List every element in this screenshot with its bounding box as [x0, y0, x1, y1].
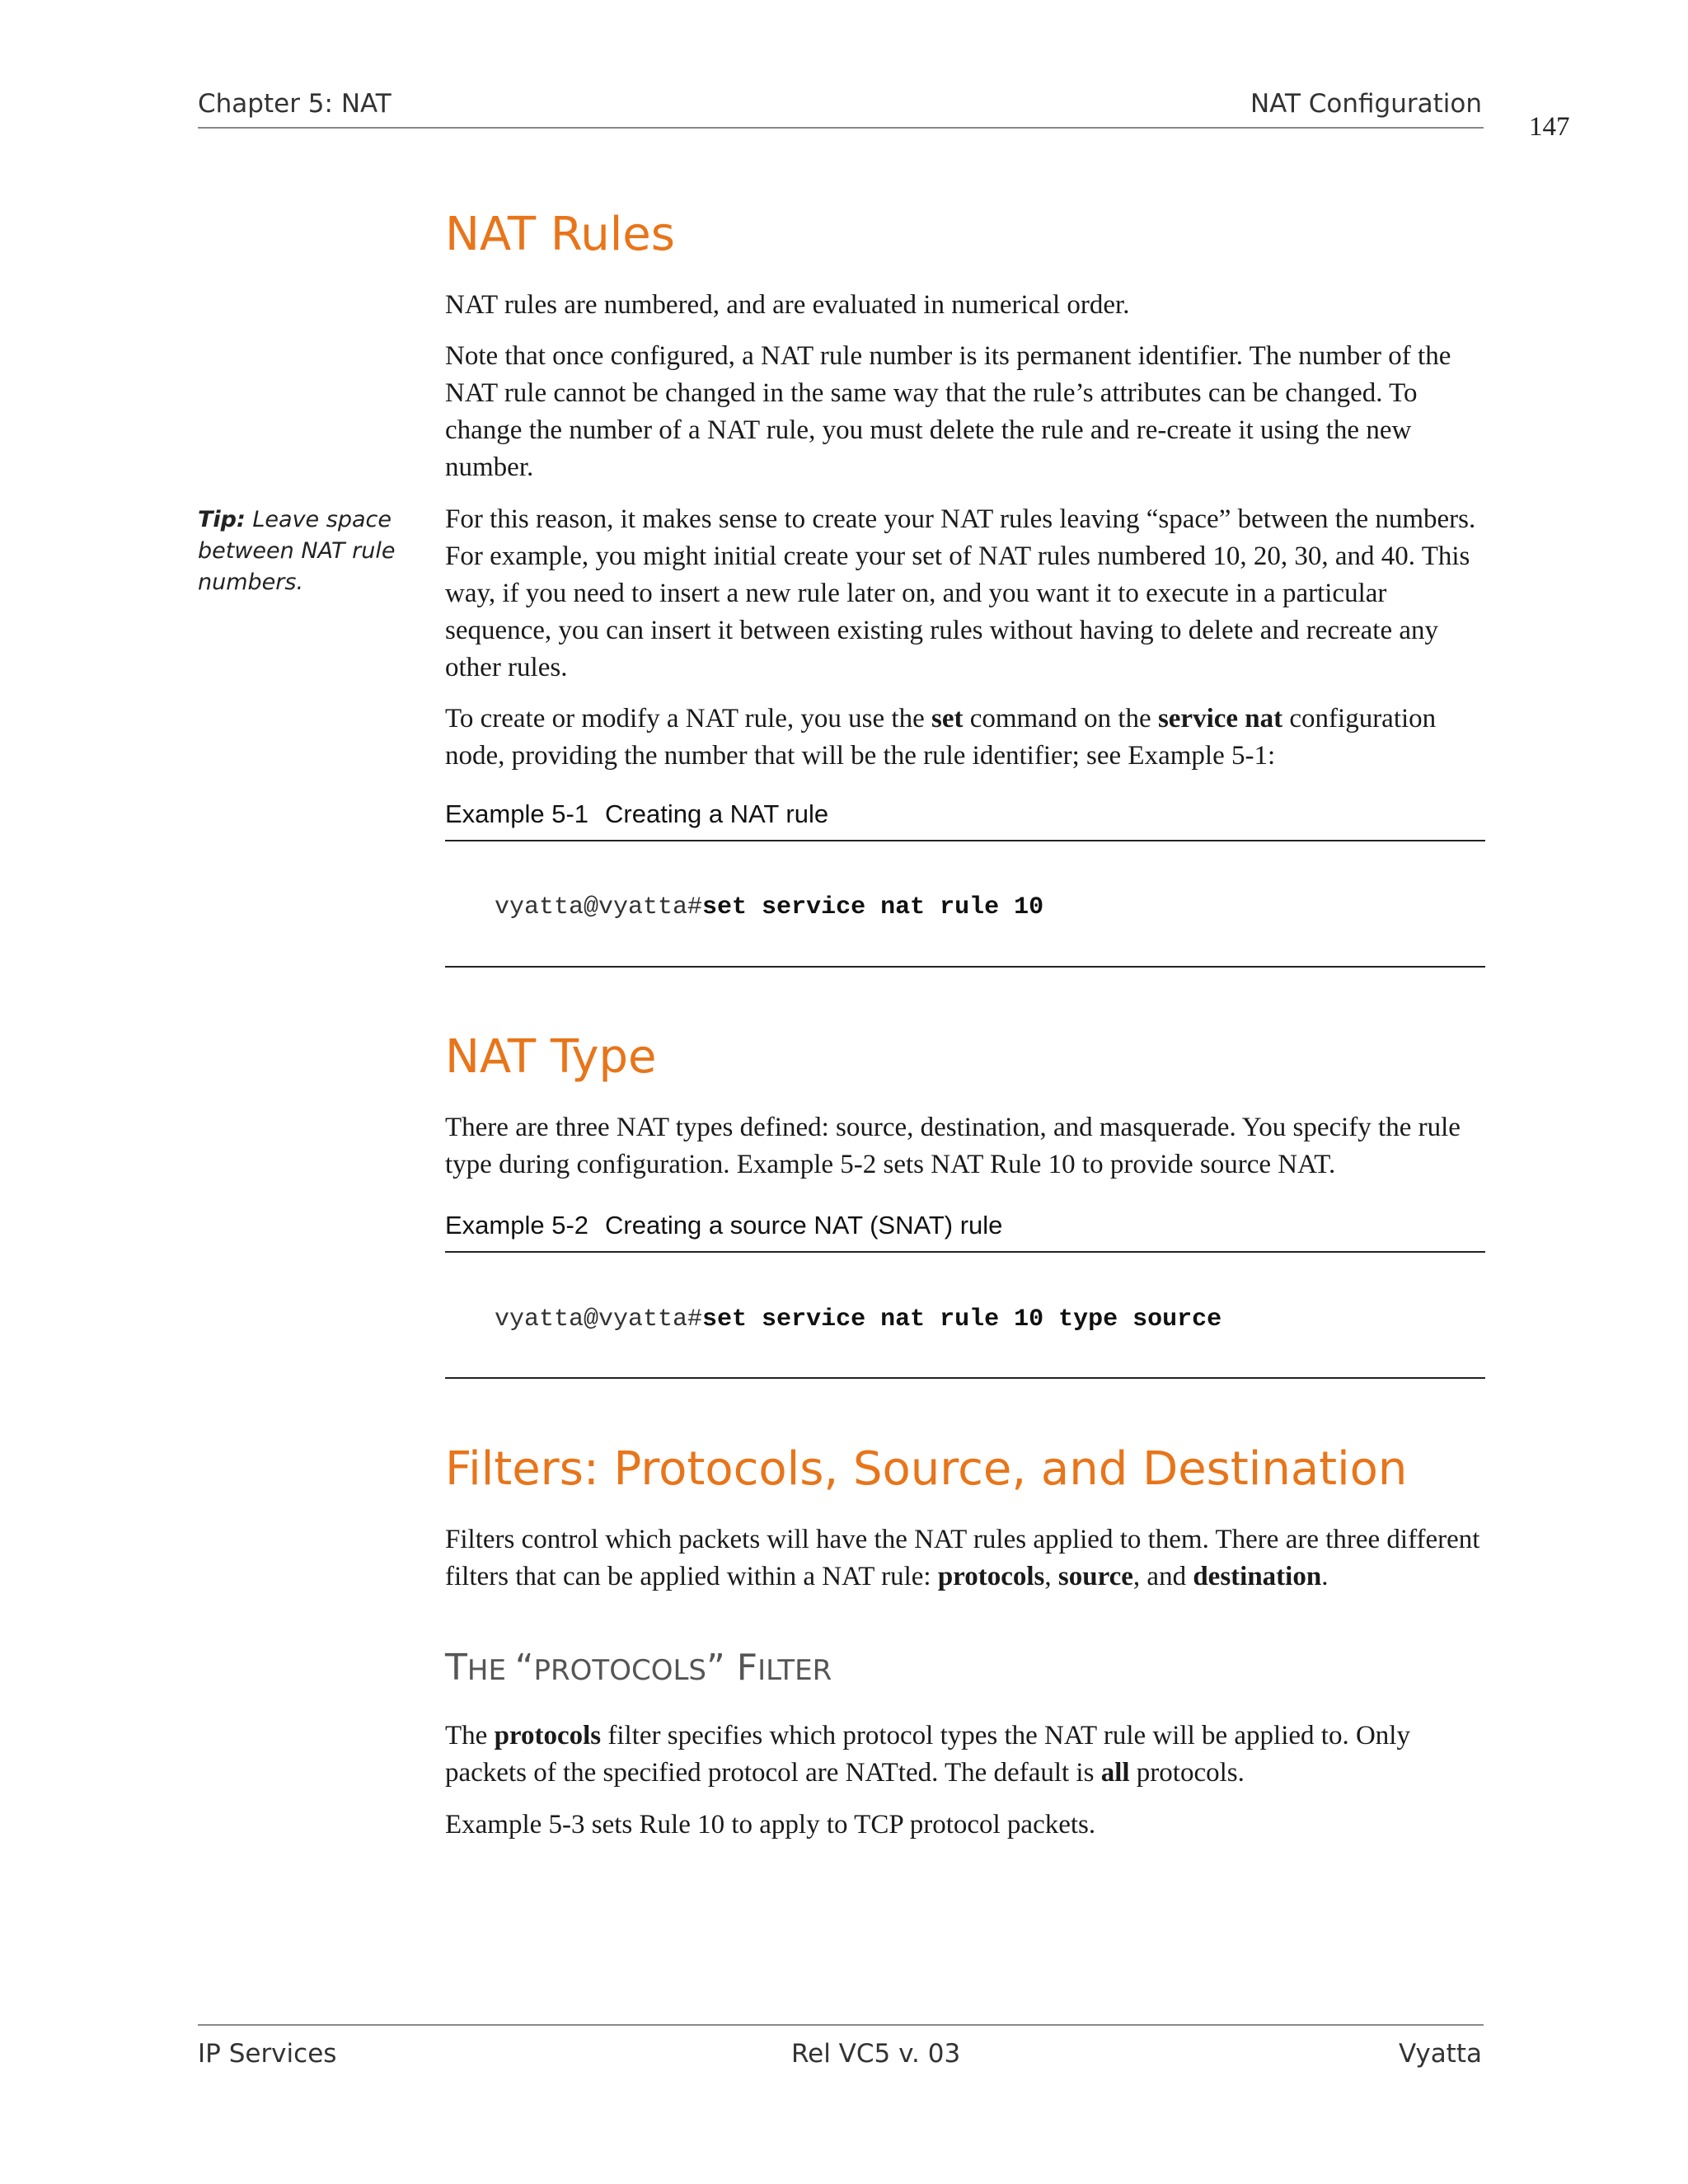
example-title: Creating a source NAT (SNAT) rule: [605, 1211, 1003, 1240]
keyword-protocols: protocols: [494, 1721, 602, 1750]
page-number: 147: [1529, 112, 1570, 142]
text-run: command on the: [963, 704, 1158, 733]
code-prompt: vyatta@vyatta#: [495, 1305, 703, 1333]
text-run: PROTOCOLS: [533, 1654, 706, 1687]
example-5-2-caption: [445, 1211, 1002, 1240]
tip-label: Tip:: [198, 507, 246, 532]
text-run: T: [445, 1647, 467, 1689]
text-run: protocols.: [1129, 1758, 1245, 1788]
header-divider: [198, 127, 1484, 129]
running-header-section: NAT Configuration: [1250, 89, 1482, 119]
keyword-protocols: protocols: [937, 1562, 1045, 1591]
text-run: The: [445, 1721, 495, 1750]
code-prompt: vyatta@vyatta#: [495, 893, 703, 921]
example-top-rule: [445, 1251, 1485, 1253]
footer-book-title: IP Services: [198, 2039, 337, 2069]
text-run: configuration node, providing the number that will be the rule identifier; see Example 5-1:: [445, 704, 1437, 771]
keyword-all: all: [1100, 1758, 1130, 1788]
heading-nat-type: NAT Type: [445, 1030, 657, 1084]
text-run: To create or modify a NAT rule, you use the: [445, 704, 931, 733]
heading-protocols-filter: [445, 1647, 832, 1689]
code-command: set service nat rule 10: [702, 893, 1044, 921]
nat-rules-paragraph-2: Note that once configured, a NAT rule number is its permanent identifier. The number of the NAT rule cannot be changed in the same way that the rule’s attributes can be changed. To change the number of a NAT rule, you must delete the rule and re-create it using the new number.: [445, 341, 1451, 482]
protocols-filter-paragraph-2: Example 5-3 sets Rule 10 to apply to TCP protocol packets.: [445, 1810, 1096, 1840]
text-run: .: [1321, 1562, 1329, 1591]
example-5-1-code: [495, 893, 1043, 921]
text-run: ”: [706, 1647, 737, 1689]
text-run: HE: [467, 1654, 515, 1687]
margin-tip: [198, 504, 404, 598]
filters-paragraph-1: [445, 1521, 1485, 1596]
example-number: Example 5-2: [445, 1211, 589, 1240]
text-run: F: [736, 1647, 758, 1689]
example-top-rule: [445, 840, 1485, 841]
example-5-2-code: [495, 1305, 1221, 1333]
heading-nat-rules: NAT Rules: [445, 208, 675, 261]
text-run: Filters control which packets will have the NAT rules applied to them. There are three different filters that can be applied within a NAT rule:: [445, 1525, 1480, 1591]
example-bottom-rule: [445, 966, 1485, 968]
example-5-1-caption: [445, 799, 828, 829]
nat-rules-paragraph-1: NAT rules are numbered, and are evaluated in numerical order.: [445, 290, 1130, 320]
keyword-service-nat: service nat: [1157, 704, 1283, 733]
footer-divider: [198, 2024, 1484, 2026]
tip-text: Leave space between NAT rule numbers.: [198, 507, 396, 595]
example-title: Creating a NAT rule: [605, 799, 829, 828]
text-run: filter specifies which protocol types the NAT rule will be applied to. Only packets of the specified protocol are NATted. The default is: [445, 1721, 1410, 1788]
keyword-set: set: [931, 704, 964, 733]
footer-company: Vyatta: [1398, 2039, 1482, 2069]
keyword-destination: destination: [1193, 1562, 1322, 1591]
protocols-filter-paragraph-1: [445, 1718, 1485, 1792]
example-bottom-rule: [445, 1377, 1485, 1379]
text-run: “: [514, 1647, 534, 1689]
code-command: set service nat rule 10 type source: [702, 1305, 1222, 1333]
nat-type-paragraph-1: There are three NAT types defined: source, destination, and masquerade. You specify the rule type during configuration. Example 5-2 sets NAT Rule 10 to provide source NAT.: [445, 1113, 1461, 1179]
nat-rules-paragraph-4: [445, 701, 1485, 775]
heading-filters: Filters: Protocols, Source, and Destination: [445, 1442, 1408, 1496]
text-run: ILTER: [757, 1654, 832, 1687]
footer-release: Rel VC5 v. 03: [791, 2039, 961, 2069]
keyword-source: source: [1057, 1562, 1133, 1591]
text-run: ,: [1044, 1562, 1058, 1591]
running-header-chapter: Chapter 5: NAT: [198, 89, 392, 119]
nat-rules-paragraph-3: For this reason, it makes sense to create your NAT rules leaving “space” between the numbers. For example, you might initial create your set of NAT rules numbered 10, 20, 30, and 40. This way, if you need to insert a new rule later on, and you want it to execute in a particular sequence, you can insert it between existing rules without having to delete and recreate any other rules.: [445, 504, 1476, 682]
example-number: Example 5-1: [445, 799, 589, 828]
text-run: , and: [1132, 1562, 1193, 1591]
